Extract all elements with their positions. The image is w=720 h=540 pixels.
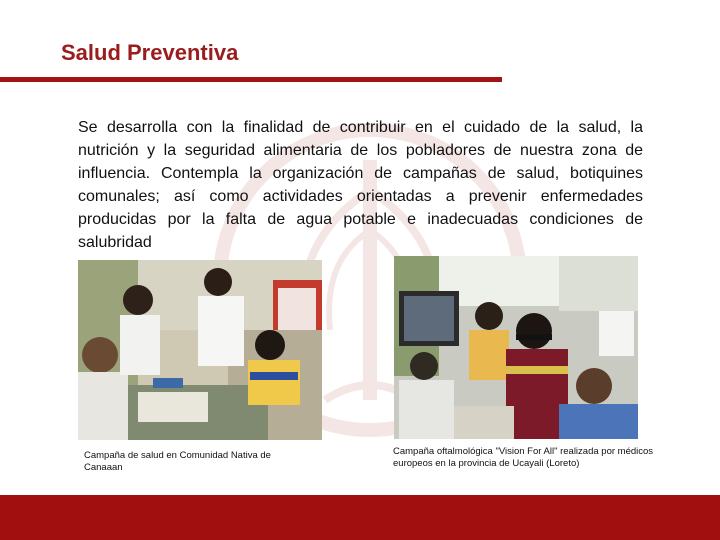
footer-bar	[0, 495, 720, 540]
slide-title: Salud Preventiva	[61, 40, 239, 65]
health-campaign-photo	[78, 260, 322, 440]
body-paragraph: Se desarrolla con la finalidad de contribuir en el cuidado de la salud, la nutrición y la seguridad alimentaria de los pobladores de nuestra zona de influencia. Contempla la organización de campañas de salud, botiquines comunales; así como actividades orientadas a prevenir enfermedades producidas por la falta de agua potable e inadecuadas condiciones de salubridad	[78, 119, 643, 251]
photo-caption-left: Campaña de salud en Comunidad Nativa de Canaaan	[84, 450, 271, 473]
title-underline	[0, 77, 502, 82]
eye-campaign-photo	[394, 256, 638, 439]
photo-caption-right: Campaña oftalmológica "Vision For All" realizada por médicos europeos en la provincia de Ucayali (Loreto)	[393, 446, 654, 469]
